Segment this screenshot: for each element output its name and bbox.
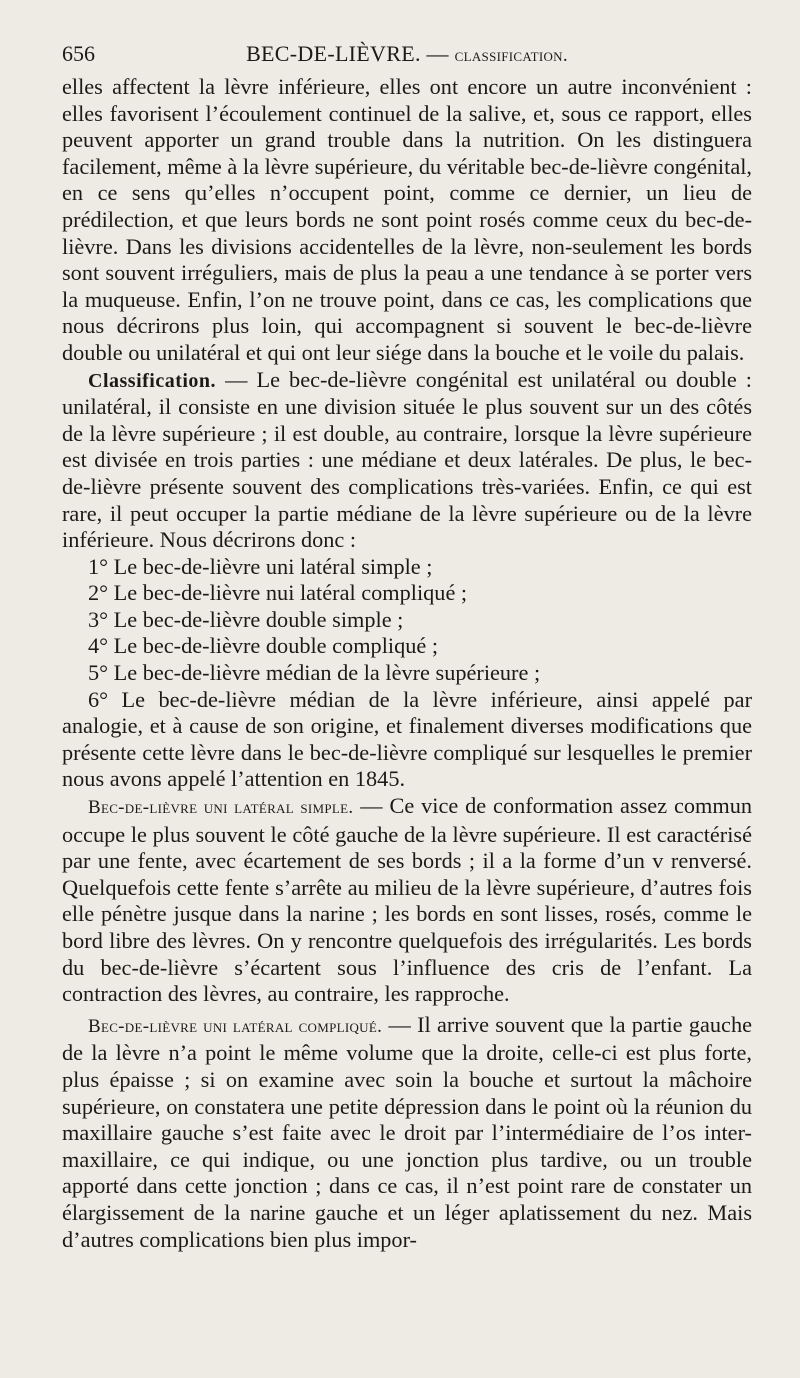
paragraph-simple-text: — Ce vice de conformation assez commun occupe le plus souvent le côté gauche de la lèvre supérieure. Il est caractérisé par une fente, avec écartement de ses bords ; il a la forme d’un v renversé. Quelquefois cette fente s’arrête au milieu de la lèvre supérieure, d’autres fois elle pénètre jusque dans la narine ; les bords en sont lisses, rosés, comme le bord libre des lèvres. On y rencontre quelquefois des irrégularités. Les bords du bec-de-lièvre s’écartent sous l’influence des cris de l’enfant. La contraction des lèvres, au contraire, les rapproche. [62,793,752,1007]
paragraph-classification-text: — Le bec-de-lièvre congénital est unilatéral ou double : unilatéral, il consiste en une division située le plus souvent sur un des côtés de la lèvre supérieure ; il est double, au contraire, lorsque la lèvre supérieure est divisée en trois parties : une médiane et deux latérales. De plus, le bec-de-lièvre présente souvent des complications très-variées. Enfin, ce qui est rare, il peut occuper la partie médiane de la lèvre supérieure ou de la lèvre inférieure. Nous décrirons donc : [62,366,752,553]
list-item: 2° Le bec-de-lièvre nui latéral compliqué ; [88,580,468,606]
section-heading-simple: Bec-de-lièvre uni latéral simple. [88,797,354,819]
list-item-6: 6° Le bec-de-lièvre médian de la lèvre inférieure, ainsi appelé par analogie, et à cause de son origine, et finalement diverses modifications que présente cette lèvre dans le bec-de-lièvre compliqué sur lesquelles le premier nous avons appelé l’attention en 1845. [62,686,752,792]
paragraph-complique [62,1012,752,1253]
paragraph-classification [62,367,752,554]
list-item: 3° Le bec-de-lièvre double simple ; [88,606,404,632]
paragraph-complique-text: — Il arrive souvent que la partie gauche de la lèvre n’a point le même volume que la droite, celle-ci est plus forte, plus épaisse ; si on examine avec soin la bouche et surtout la mâchoire supérieure, on constatera une petite dépression dans le point où la réunion du maxillaire gauche s’est faite avec le droit par l’intermédiaire de l’os inter-maxillaire, ce qui indique, ou une jonction plus tardive, ou un trouble apporté dans cette jonction ; dans ce cas, il n’est point rare de constater un élargissement de la narine gauche et un léger aplatissement du nez. Mais d’autres complications bien plus impor- [62,1011,752,1252]
page-body [62,74,752,1253]
running-title [62,34,752,76]
paragraph-continuation: elles affectent la lèvre inférieure, elles ont encore un autre inconvénient : elles favorisent l’écoulement continuel de la salive, et, sous ce rapport, elles peuvent apporter un grand trouble dans la nutrition. On les distinguera facilement, même à la lèvre supérieure, du véritable bec-de-lièvre congénital, en ce sens qu’elles n’occupent point, comme ce dernier, un lieu de prédilection, et que leurs bords ne sont point rosés comme ceux du bec-de-lièvre. Dans les divisions accidentelles de la lèvre, non-seulement les bords sont souvent irréguliers, mais de plus la peau a une tendance à se porter vers la muqueuse. Enfin, l’on ne trouve point, dans ce cas, les complications que nous décrirons plus loin, qui accompagnent si souvent le bec-de-lièvre double ou unilatéral et qui ont leur siége dans la bouche et le voile du palais. [62,74,752,365]
classification-list [62,554,752,687]
page-number: 656 [62,41,95,66]
section-heading-classification: Classification. [88,369,217,392]
list-item: 5° Le bec-de-lièvre médian de la lèvre supérieure ; [88,660,541,686]
page-header [62,34,752,74]
running-title-main: BEC-DE-LIÈVRE. [246,41,421,66]
running-title-section: classification. [454,45,568,66]
running-title-separator: — [420,41,455,66]
list-item: 1° Le bec-de-lièvre uni latéral simple ; [88,553,433,579]
list-item: 4° Le bec-de-lièvre double compliqué ; [88,633,439,659]
paragraph-simple [62,793,752,1008]
section-heading-complique: Bec-de-lièvre uni latéral compliqué. [88,1015,383,1037]
